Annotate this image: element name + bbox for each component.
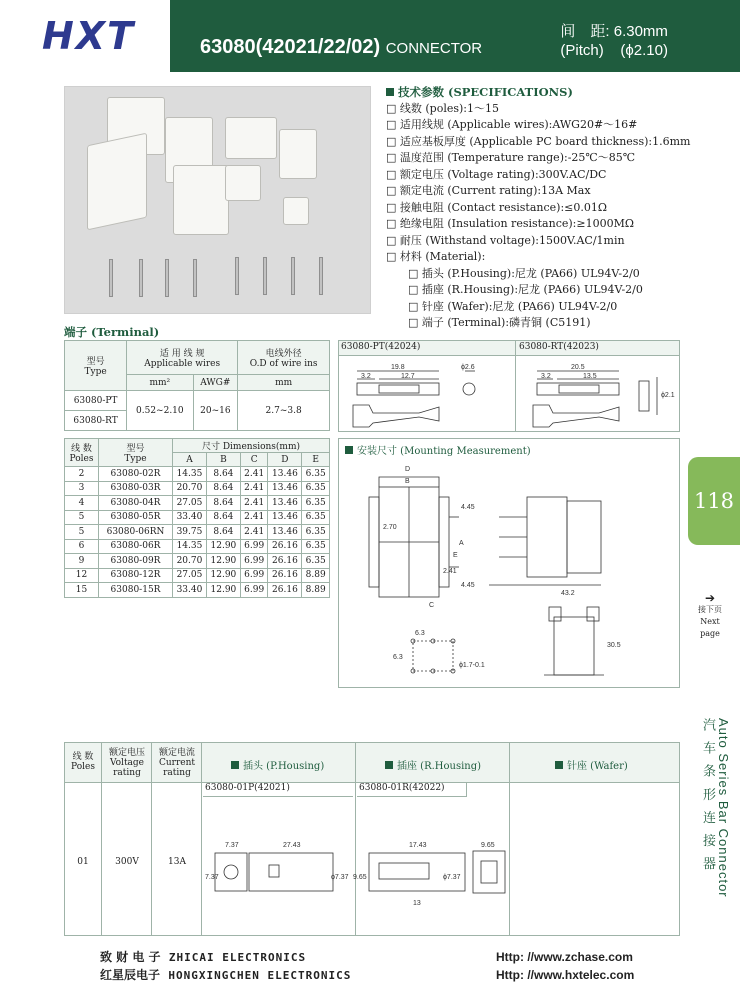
company-cn: 致 财 电 子 bbox=[100, 950, 161, 964]
type-cell: 63080-RT bbox=[65, 411, 127, 431]
company-en: HONGXINGCHEN ELECTRONICS bbox=[168, 969, 352, 982]
dim-label: B bbox=[405, 478, 410, 485]
table-row bbox=[65, 539, 330, 554]
spec-item: □ 绝缘电阻 (Insulation resistance):≥1000MΩ bbox=[386, 217, 634, 230]
header bbox=[0, 0, 740, 72]
table-cell: 26.16 bbox=[268, 539, 302, 554]
spec-item: □ 温度范围 (Temperature range):-25℃～85℃ bbox=[386, 151, 636, 164]
table-cell: 63080-06R bbox=[99, 539, 173, 554]
material-text: 插座 (R.Housing):尼龙 (PA66) UL94V-2/0 bbox=[421, 283, 643, 296]
col-text: O.D of wire ins bbox=[249, 359, 318, 369]
table-cell: 6.35 bbox=[302, 467, 330, 482]
terminal-drawings bbox=[338, 340, 680, 432]
mounting-title-text: 安装尺寸 (Mounting Measurement) bbox=[357, 446, 531, 457]
table-cell: 2.41 bbox=[240, 525, 268, 540]
table-cell: 63080-06RN bbox=[99, 525, 173, 540]
divider bbox=[101, 743, 102, 935]
website-link[interactable]: Http: //www.hxtelec.com bbox=[496, 968, 635, 982]
dim-label: 2.41 bbox=[443, 568, 457, 575]
terminal-image bbox=[263, 257, 267, 295]
dim-label: ϕ7.37 bbox=[443, 874, 461, 881]
col-text: 插座 (R.Housing) bbox=[397, 761, 482, 772]
table-row bbox=[65, 568, 330, 583]
spec-text: 额定电压 (Voltage rating):300V.AC/DC bbox=[399, 167, 607, 181]
table-cell: 6.35 bbox=[302, 496, 330, 511]
material-item: □ 针座 (Wafer):尼龙 (PA66) UL94V-2/0 bbox=[408, 299, 618, 313]
footer-line bbox=[100, 948, 351, 966]
company-en: ZHICAI ELECTRONICS bbox=[168, 951, 307, 964]
table-cell: 9 bbox=[65, 554, 99, 569]
col-text: Current bbox=[158, 758, 196, 768]
table-row bbox=[65, 583, 330, 598]
dim-label: ϕ7.37 bbox=[331, 874, 349, 881]
table-cell: 26.16 bbox=[268, 583, 302, 598]
table-cell: 4 bbox=[65, 496, 99, 511]
table-cell: 6.99 bbox=[240, 583, 268, 598]
value-cell: 0.52~2.10 bbox=[127, 391, 193, 431]
dim-label: 12.7 bbox=[401, 373, 415, 380]
material-item: □ 插头 (P.Housing):尼龙 (PA66) UL94V-2/0 bbox=[408, 266, 640, 280]
dim-label: 30.5 bbox=[607, 642, 621, 649]
mounting-panel bbox=[338, 438, 680, 688]
table-cell: 2.41 bbox=[240, 467, 268, 482]
col-text: 针座 (Wafer) bbox=[567, 761, 628, 772]
col-text: Voltage bbox=[109, 758, 145, 768]
next-page-cn: 接下页 bbox=[698, 605, 722, 614]
spec-text: 材料 (Material): bbox=[399, 250, 486, 263]
footer-line bbox=[100, 966, 351, 984]
dim-label: 3.2 bbox=[541, 373, 551, 380]
col-text: 线 数 bbox=[71, 444, 92, 454]
table-cell: 2.41 bbox=[240, 481, 268, 496]
terminal-image bbox=[109, 259, 113, 297]
terminal-image bbox=[165, 259, 169, 297]
table-cell: 5 bbox=[65, 510, 99, 525]
table-cell: 12.90 bbox=[206, 583, 240, 598]
col-text: 型号 bbox=[126, 444, 145, 454]
table-cell: 20.70 bbox=[173, 554, 207, 569]
col-poles bbox=[65, 749, 101, 772]
dim-label: 4.45 bbox=[461, 504, 475, 511]
spec-text: 额定电流 (Current rating):13A Max bbox=[399, 184, 591, 197]
spec-text: 绝缘电阻 (Insulation resistance):≥1000MΩ bbox=[399, 217, 634, 230]
col-text: 电线外径 bbox=[265, 349, 302, 359]
terminal-table bbox=[64, 340, 330, 431]
col-text: 额定电流 bbox=[158, 748, 195, 758]
dim-label: ϕ2.6 bbox=[461, 364, 475, 371]
table-cell: 63080-03R bbox=[99, 481, 173, 496]
dim-col-header: A bbox=[173, 453, 207, 467]
spec-text: 适应基板厚度 (Applicable PC board thickness):1.6mm bbox=[399, 134, 691, 148]
table-cell: 8.64 bbox=[206, 496, 240, 511]
table-cell: 13.46 bbox=[268, 467, 302, 482]
col-text: Applicable wires bbox=[144, 359, 221, 369]
table-cell: 2 bbox=[65, 467, 99, 482]
footer-right bbox=[496, 948, 634, 984]
material-text: 端子 (Terminal):磷青铜 (C5191) bbox=[421, 316, 591, 329]
divider bbox=[201, 743, 202, 935]
table-row bbox=[65, 510, 330, 525]
table-cell: 26.16 bbox=[268, 554, 302, 569]
table-cell: 8.64 bbox=[206, 481, 240, 496]
spec-item: □ 材料 (Material): bbox=[386, 250, 486, 263]
square-bullet-icon bbox=[555, 761, 563, 769]
material-text: 插头 (P.Housing):尼龙 (PA66) UL94V-2/0 bbox=[421, 266, 640, 280]
header-od bbox=[238, 341, 330, 375]
unit-cell: mm² bbox=[127, 375, 193, 391]
mounting-drawing-svg bbox=[339, 457, 679, 687]
pitch-value: 6.30mm bbox=[613, 23, 668, 40]
spec-item: □ 线数 (poles):1～15 bbox=[386, 101, 500, 115]
table-cell: 63080-09R bbox=[99, 554, 173, 569]
table-row bbox=[65, 496, 330, 511]
connector-label: CONNECTOR bbox=[385, 40, 483, 57]
col-voltage bbox=[103, 745, 151, 778]
brand-logo: HXT bbox=[42, 14, 136, 58]
table-row bbox=[65, 525, 330, 540]
col-text: 适 用 线 规 bbox=[159, 349, 205, 359]
table-cell: 6.35 bbox=[302, 481, 330, 496]
table-cell: 2.41 bbox=[240, 510, 268, 525]
pitch-info bbox=[560, 22, 668, 60]
table-row bbox=[65, 554, 330, 569]
table-cell: 14.35 bbox=[173, 539, 207, 554]
dim-label: 43.2 bbox=[561, 590, 575, 597]
spec-item: □ 适用线规 (Applicable wires):AWG20#～16# bbox=[386, 118, 638, 131]
table-cell: 12.90 bbox=[206, 554, 240, 569]
pitch-diameter: (ϕ2.10) bbox=[620, 42, 668, 59]
square-bullet-icon bbox=[231, 761, 239, 769]
spec-text: 接触电阻 (Contact resistance):≤0.01Ω bbox=[399, 200, 607, 214]
table-cell: 63080-02R bbox=[99, 467, 173, 482]
spec-text: 温度范围 (Temperature range):-25℃～85℃ bbox=[399, 151, 636, 164]
table-cell: 8.89 bbox=[302, 583, 330, 598]
square-bullet-icon bbox=[345, 446, 353, 454]
table-cell: 33.40 bbox=[173, 583, 207, 598]
table-cell: 6.99 bbox=[240, 568, 268, 583]
row-voltage: 300V bbox=[115, 857, 139, 867]
table-cell: 27.05 bbox=[173, 496, 207, 511]
col-text: 插头 (P.Housing) bbox=[243, 761, 325, 772]
dim-label: 6.3 bbox=[393, 654, 403, 661]
col-text: Type bbox=[84, 367, 107, 377]
terminal-image bbox=[319, 257, 323, 295]
col-wafer bbox=[555, 757, 628, 772]
table-cell: 8.64 bbox=[206, 467, 240, 482]
dim-label: 9.65 bbox=[481, 842, 495, 849]
logo-area bbox=[0, 0, 170, 72]
table-cell: 63080-12R bbox=[99, 568, 173, 583]
drawing-label-pt: 63080-PT(42024) bbox=[341, 342, 421, 352]
dim-label: 20.5 bbox=[571, 364, 585, 371]
dim-label: ϕ1.7-0.1 bbox=[459, 662, 485, 669]
square-bullet-icon bbox=[385, 761, 393, 769]
table-cell: 39.75 bbox=[173, 525, 207, 540]
value-cell: 20~16 bbox=[193, 391, 238, 431]
spec-text: 线数 (poles):1～15 bbox=[399, 101, 500, 115]
col-text: Type bbox=[124, 454, 147, 464]
unit-cell: mm bbox=[238, 375, 330, 391]
header-type bbox=[65, 341, 127, 391]
terminal-title: 端子 (Terminal) bbox=[64, 325, 160, 339]
terminal-drawing-svg bbox=[339, 357, 679, 431]
dimensions-table bbox=[64, 438, 330, 598]
header-dimensions: 尺寸 Dimensions(mm) bbox=[173, 439, 330, 453]
category-cn: 汽 车 条 形 连 接 器 bbox=[700, 718, 715, 873]
col-text: 额定电压 bbox=[108, 748, 145, 758]
spec-text: 适用线规 (Applicable wires):AWG20#～16# bbox=[399, 118, 638, 131]
col-text: rating bbox=[163, 768, 191, 778]
dim-col-header: C bbox=[240, 453, 268, 467]
table-cell: 6.99 bbox=[240, 539, 268, 554]
square-bullet-icon bbox=[386, 88, 394, 96]
table-row bbox=[65, 467, 330, 482]
wafer-image bbox=[279, 129, 317, 179]
dim-label: 7.37 bbox=[205, 874, 219, 881]
dim-col-header: B bbox=[206, 453, 240, 467]
housing-image bbox=[87, 133, 147, 231]
table-row bbox=[65, 481, 330, 496]
col-text: 型号 bbox=[86, 357, 105, 367]
dim-label: 6.3 bbox=[415, 630, 425, 637]
wafer-image bbox=[225, 165, 261, 201]
type-cell: 63080-PT bbox=[65, 391, 127, 411]
dim-label: 19.8 bbox=[391, 364, 405, 371]
table-cell: 14.35 bbox=[173, 467, 207, 482]
col-text: Poles bbox=[69, 454, 94, 464]
table-cell: 13.46 bbox=[268, 525, 302, 540]
table-cell: 12.90 bbox=[206, 539, 240, 554]
terminal-image bbox=[139, 259, 143, 297]
table-cell: 33.40 bbox=[173, 510, 207, 525]
website-link[interactable]: Http: //www.zchase.com bbox=[496, 950, 633, 964]
col-p-housing bbox=[231, 757, 324, 772]
table-cell: 8.64 bbox=[206, 510, 240, 525]
table-cell: 63080-04R bbox=[99, 496, 173, 511]
dim-col-header: E bbox=[302, 453, 330, 467]
table-cell: 15 bbox=[65, 583, 99, 598]
dim-label: 2.70 bbox=[383, 524, 397, 531]
table-cell: 12.90 bbox=[206, 568, 240, 583]
dim-label: E bbox=[453, 552, 458, 559]
header-wires bbox=[127, 341, 238, 375]
table-cell: 8.64 bbox=[206, 525, 240, 540]
table-cell: 8.89 bbox=[302, 568, 330, 583]
table-cell: 6.35 bbox=[302, 539, 330, 554]
drawing-label-rt: 63080-RT(42023) bbox=[519, 342, 599, 352]
table-cell: 6.35 bbox=[302, 554, 330, 569]
col-current bbox=[153, 745, 201, 778]
dim-label: 4.45 bbox=[461, 582, 475, 589]
table-cell: 63080-15R bbox=[99, 583, 173, 598]
category-en: Auto Series Bar Connector bbox=[716, 718, 731, 898]
table-cell: 2.41 bbox=[240, 496, 268, 511]
col-text: rating bbox=[113, 768, 141, 778]
category-label bbox=[696, 718, 736, 898]
housing-table bbox=[64, 742, 680, 936]
spec-item: □ 适应基板厚度 (Applicable PC board thickness):1.6mm bbox=[386, 134, 691, 148]
spec-title: 技术参数 (SPECIFICATIONS) bbox=[398, 85, 573, 99]
dim-label: 13.5 bbox=[583, 373, 597, 380]
header-type bbox=[99, 439, 173, 467]
spec-text: 耐压 (Withstand voltage):1500V.AC/1min bbox=[399, 233, 625, 247]
value-cell: 2.7~3.8 bbox=[238, 391, 330, 431]
table-cell: 13.46 bbox=[268, 496, 302, 511]
table-cell: 20.70 bbox=[173, 481, 207, 496]
row-current: 13A bbox=[168, 857, 186, 867]
dim-label: 9.65 bbox=[353, 874, 367, 881]
col-r-housing bbox=[385, 757, 481, 772]
spec-item: □ 接触电阻 (Contact resistance):≤0.01Ω bbox=[386, 200, 607, 214]
col-text: Poles bbox=[71, 762, 95, 772]
table-cell: 6.35 bbox=[302, 525, 330, 540]
housing-drawing-svg bbox=[203, 799, 509, 933]
divider bbox=[151, 743, 152, 935]
arrow-right-icon: ➔ bbox=[704, 591, 716, 605]
dim-col-header: D bbox=[268, 453, 302, 467]
page-title bbox=[200, 36, 482, 59]
dim-label: 3.2 bbox=[361, 373, 371, 380]
product-photo bbox=[64, 86, 371, 314]
table-cell: 26.16 bbox=[268, 568, 302, 583]
divider bbox=[509, 743, 510, 935]
table-cell: 6 bbox=[65, 539, 99, 554]
table-cell: 6.99 bbox=[240, 554, 268, 569]
housing-image bbox=[225, 117, 277, 159]
table-cell: 12 bbox=[65, 568, 99, 583]
pitch-label-cn: 间 距: bbox=[560, 23, 610, 40]
dim-label: C bbox=[429, 602, 435, 609]
spec-item: □ 额定电压 (Voltage rating):300V.AC/DC bbox=[386, 167, 607, 181]
material-item: □ 插座 (R.Housing):尼龙 (PA66) UL94V-2/0 bbox=[408, 283, 643, 296]
terminal-image bbox=[235, 257, 239, 295]
spec-item: □ 额定电流 (Current rating):13A Max bbox=[386, 184, 591, 197]
terminal-image bbox=[291, 257, 295, 295]
p-housing-code: 63080-01P(42021) bbox=[203, 783, 353, 797]
next-page-en: Next page bbox=[700, 617, 720, 638]
table-cell: 27.05 bbox=[173, 568, 207, 583]
header-poles bbox=[65, 439, 99, 467]
housing-image bbox=[173, 165, 229, 235]
page-number-tab: 118 bbox=[688, 457, 740, 545]
unit-cell: AWG# bbox=[193, 375, 238, 391]
table-cell: 13.46 bbox=[268, 481, 302, 496]
footer-left bbox=[100, 948, 351, 984]
dim-label: ϕ2.1 bbox=[661, 392, 675, 399]
table-cell: 6.35 bbox=[302, 510, 330, 525]
dim-label: 17.43 bbox=[409, 842, 427, 849]
specifications bbox=[386, 84, 716, 332]
row-poles: 01 bbox=[77, 857, 89, 867]
company-cn: 红星辰电子 bbox=[100, 968, 161, 982]
dim-label: A bbox=[459, 540, 464, 547]
dim-label: 13 bbox=[413, 900, 421, 907]
table-cell: 63080-05R bbox=[99, 510, 173, 525]
r-housing-code: 63080-01R(42022) bbox=[357, 783, 467, 797]
col-text: 线 数 bbox=[72, 752, 94, 762]
dim-label: D bbox=[405, 466, 411, 473]
table-cell: 5 bbox=[65, 525, 99, 540]
dim-label: 27.43 bbox=[283, 842, 301, 849]
model-number: 63080(42021/22/02) bbox=[200, 36, 381, 58]
table-cell: 3 bbox=[65, 481, 99, 496]
pitch-label-en: (Pitch) bbox=[560, 42, 604, 59]
terminal-image bbox=[193, 259, 197, 297]
mounting-title bbox=[345, 442, 531, 457]
wafer-image bbox=[283, 197, 309, 225]
material-item: □ 端子 (Terminal):磷青铜 (C5191) bbox=[408, 316, 591, 329]
spec-item: □ 耐压 (Withstand voltage):1500V.AC/1min bbox=[386, 233, 625, 247]
next-page[interactable] bbox=[690, 592, 730, 640]
table-cell: 13.46 bbox=[268, 510, 302, 525]
material-text: 针座 (Wafer):尼龙 (PA66) UL94V-2/0 bbox=[421, 299, 618, 313]
dim-label: 7.37 bbox=[225, 842, 239, 849]
